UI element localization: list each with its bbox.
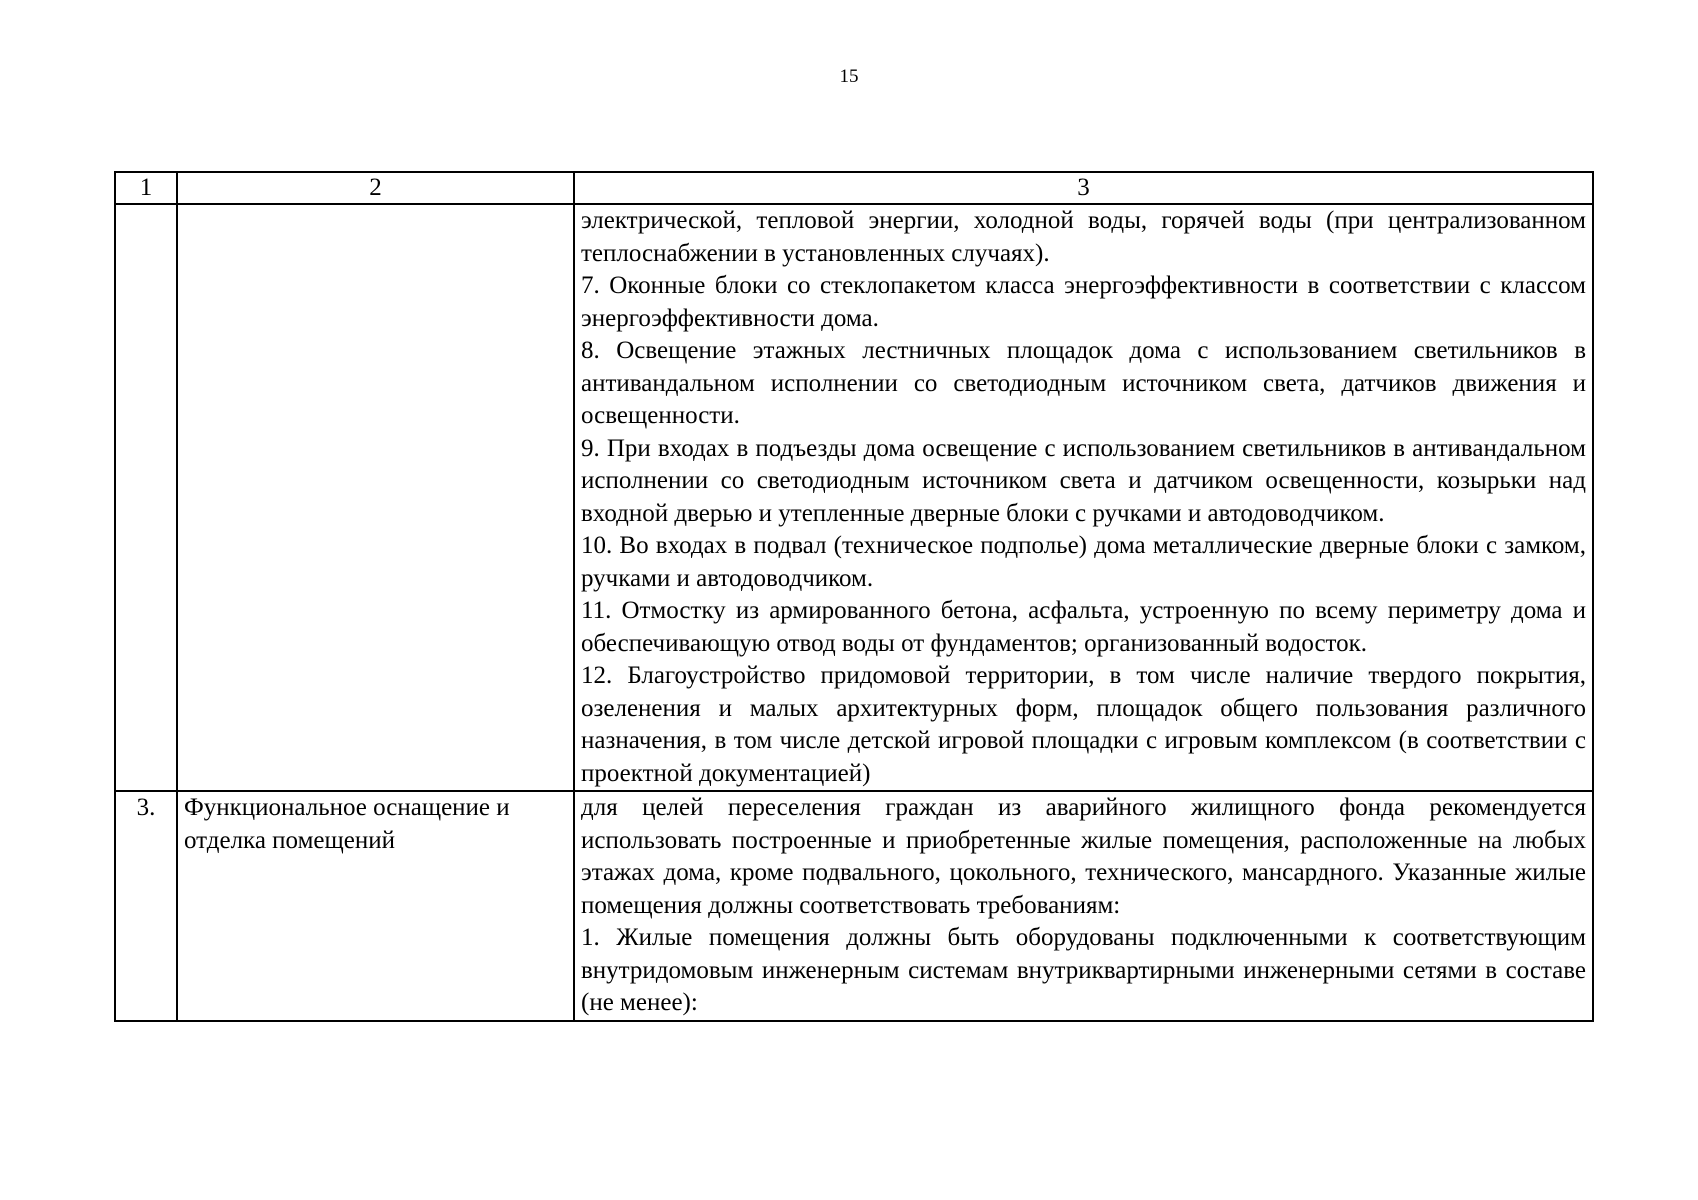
row-number-cell — [115, 204, 177, 791]
text-paragraph: 11. Отмостку из армированного бетона, асфальта, устроенную по всему периметру дома и обеспечивающую отвод воды от фундаментов; организованный водосток. — [581, 597, 1586, 657]
table-row — [115, 791, 1593, 1021]
text-paragraph: 7. Оконные блоки со стеклопакетом класса энергоэффективности в соответствии с классом энергоэффективности дома. — [581, 272, 1586, 332]
header-cell-col2: 2 — [177, 172, 574, 204]
row-name-cell: Функциональное оснащение и отделка помещений — [177, 791, 574, 1021]
page-number: 15 — [839, 66, 859, 87]
text-paragraph: 8. Освещение этажных лестничных площадок дома с использованием светильников в антивандальном исполнении со светодиодным источником света, датчиков движения и освещенности. — [581, 337, 1586, 429]
table-header-row — [115, 172, 1593, 204]
header-cell-col1: 1 — [115, 172, 177, 204]
header-cell-col3: 3 — [574, 172, 1593, 204]
text-paragraph: 1. Жилые помещения должны быть оборудованы подключенными к соответствующим внутридомовым инженерным системам внутриквартирными инженерными сетями в составе (не менее): — [581, 924, 1586, 1016]
text-paragraph: 12. Благоустройство придомовой территории, в том числе наличие твердого покрытия, озеленения и малых архитектурных форм, площадок общего пользования различного назначения, в том числе детской игровой площадки с игровым комплексом (в соответствии с проектной документацией) — [581, 662, 1586, 787]
requirements-table — [114, 171, 1594, 1022]
row-number-cell: 3. — [115, 791, 177, 1021]
text-paragraph: 10. Во входах в подвал (техническое подполье) дома металлические дверные блоки с замком, ручками и автодоводчиком. — [581, 532, 1586, 592]
table-row — [115, 204, 1593, 791]
row-name-cell — [177, 204, 574, 791]
row-text-cell — [574, 204, 1593, 791]
row-text-cell — [574, 791, 1593, 1021]
text-paragraph: электрической, тепловой энергии, холодной воды, горячей воды (при централизованном теплоснабжении в установленных случаях). — [581, 207, 1586, 267]
text-paragraph: 9. При входах в подъезды дома освещение с использованием светильников в антивандальном исполнении со светодиодным источником света и датчиком освещенности, козырьки над входной дверью и утепленные дверные блоки с ручками и автодоводчиком. — [581, 434, 1586, 527]
text-paragraph: для целей переселения граждан из аварийного жилищного фонда рекомендуется использовать построенные и приобретенные жилые помещения, расположенные на любых этажах дома, кроме подвального, цокольного, технического, мансардного. Указанные жилые помещения должны соответствовать требованиям: — [581, 794, 1586, 919]
